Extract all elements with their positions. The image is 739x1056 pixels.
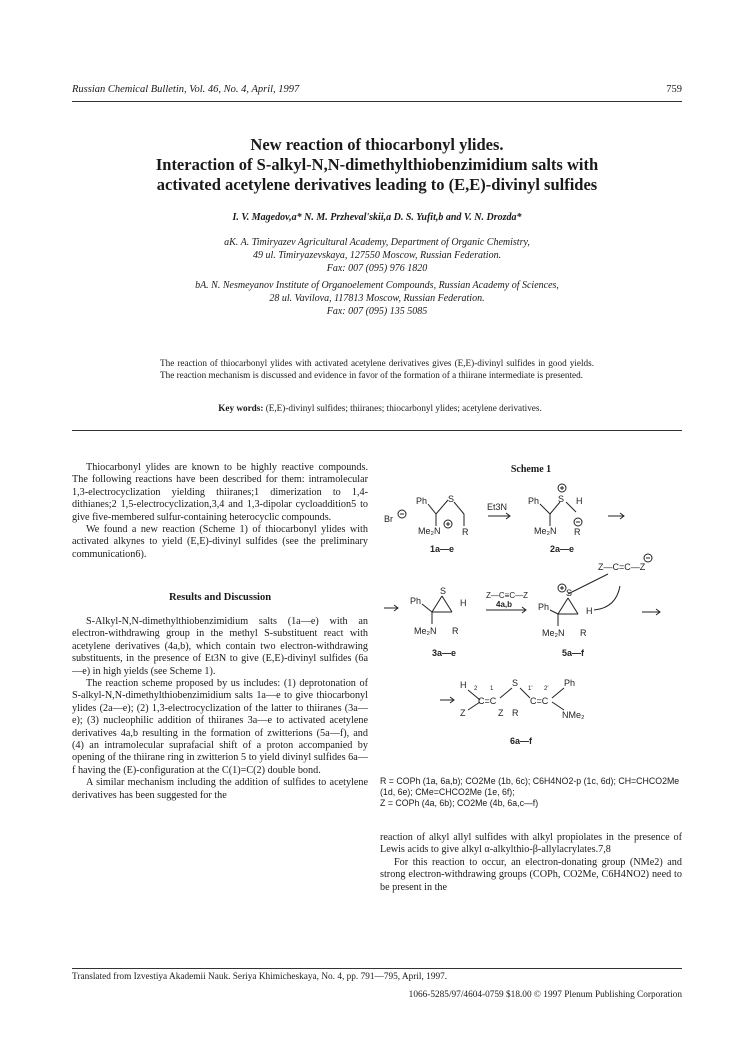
svg-text:H: H bbox=[586, 606, 593, 616]
header-rule bbox=[72, 101, 682, 102]
svg-text:R: R bbox=[580, 628, 587, 638]
svg-text:S: S bbox=[512, 678, 519, 688]
svg-text:Ph: Ph bbox=[416, 496, 428, 506]
svg-text:C=C: C=C bbox=[478, 696, 497, 706]
svg-text:Me₂N: Me₂N bbox=[414, 626, 437, 636]
copyright-line: 1066-5285/97/4604-0759 $18.00 © 1997 Plenum Publishing Corporation bbox=[408, 990, 682, 1000]
affiliation-a-line1: aK. A. Timiryazev Agricultural Academy, Department of Organic Chemistry, bbox=[224, 237, 530, 248]
scheme-title: Scheme 1 bbox=[510, 464, 552, 475]
svg-text:R: R bbox=[574, 527, 581, 537]
footer-rule bbox=[72, 968, 682, 969]
article-title bbox=[72, 135, 682, 195]
label-2: 2a—e bbox=[550, 544, 575, 554]
svg-text:H: H bbox=[460, 680, 467, 690]
svg-text:Z: Z bbox=[498, 708, 504, 718]
svg-text:2: 2 bbox=[474, 686, 478, 692]
paragraph-intro: Thiocarbonyl ylides are known to be highly reactive compounds. The following reactions have been described for them: intramolecular 1,3-electrocyclization yielding thiiranes;1 dimerization to 1,4-dithianes;2 1,5-electrocyclization,3,4 and 1,3-dipolar cycloaddition5 to give five-membered sulfur-containing heterocyclic compounds. bbox=[72, 462, 368, 523]
affiliation-b-line3: Fax: 007 (095) 135 5085 bbox=[326, 306, 428, 317]
title-line-1: New reaction of thiocarbonyl ylides. bbox=[250, 135, 504, 154]
compound-6-structure bbox=[440, 678, 585, 720]
section-heading: Results and Discussion bbox=[168, 592, 272, 603]
label-5: 5a—f bbox=[562, 648, 585, 658]
affiliation-b bbox=[72, 279, 682, 318]
svg-text:C=C: C=C bbox=[530, 696, 549, 706]
compound-3-structure bbox=[384, 586, 467, 636]
affiliation-b-line2: 28 ul. Vavilova, 117813 Moscow, Russian Federation. bbox=[269, 293, 485, 304]
reagent-alkyne-label: 4a,b bbox=[496, 600, 513, 609]
svg-text:S: S bbox=[448, 494, 455, 504]
title-line-3: activated acetylene derivatives leading to (E,E)-divinyl sulfides bbox=[156, 175, 598, 194]
keywords-text: (E,E)-divinyl sulfides; thiiranes; thiocarbonyl ylides; acetylene derivatives. bbox=[265, 403, 542, 413]
compound-5-structure bbox=[538, 554, 652, 638]
journal-citation: Russian Chemical Bulletin, Vol. 46, No. 4, April, 1997 bbox=[72, 84, 300, 95]
svg-text:Z—C=C—Z: Z—C=C—Z bbox=[598, 562, 646, 572]
affiliation-b-line1: bA. N. Nesmeyanov Institute of Organoelement Compounds, Russian Academy of Sciences, bbox=[195, 280, 559, 291]
svg-text:H: H bbox=[576, 496, 583, 506]
svg-text:2': 2' bbox=[544, 686, 549, 692]
label-6: 6a—f bbox=[510, 736, 533, 746]
svg-text:S: S bbox=[566, 588, 573, 598]
compound-1-structure bbox=[384, 494, 469, 537]
author-list: I. V. Magedov,a* N. M. Przheval'skii,a D. S. Yufit,b and V. N. Drozda* bbox=[232, 212, 522, 223]
label-3: 3a—e bbox=[432, 648, 457, 658]
legend-r: R = COPh (1a, 6a,b); CO2Me (1b, 6c); C6H4NO2-p (1c, 6d); CH=CHCO2Me (1d, 6e); CMe=CHCO2Me (1e, 6f); bbox=[380, 776, 680, 797]
keywords-label: Key words: bbox=[218, 403, 264, 413]
svg-text:H: H bbox=[460, 598, 467, 608]
legend-z: Z = COPh (4a, 6b); CO2Me (4b, 6a,c—f) bbox=[380, 798, 539, 808]
paragraph-new-reaction: We found a new reaction (Scheme 1) of thiocarbonyl ylides with activated alkynes to yield (E,E)-divinyl sulfides (see the preliminary communication6). bbox=[72, 524, 368, 560]
svg-text:Me₂N: Me₂N bbox=[534, 526, 557, 536]
paragraph-electron-groups: For this reaction to occur, an electron-donating group (NMe2) and strong electron-withdrawing groups (COPh, CO2Me, C6H4NO2) need to be present in the bbox=[380, 856, 682, 893]
svg-text:R: R bbox=[452, 626, 459, 636]
svg-text:Ph: Ph bbox=[564, 678, 576, 688]
svg-text:Ph: Ph bbox=[538, 602, 550, 612]
svg-text:1: 1 bbox=[490, 686, 494, 692]
right-column-text bbox=[380, 832, 682, 894]
paragraph-salts: S-Alkyl-N,N-dimethylthiobenzimidium salts (1a—e) with an electron-withdrawing group in the methyl S-substituent react with acetylene derivatives (4a,b), which contain two electron-withdrawing substituents, in the presence of Et3N to give (E,E)-divinyl sulfides (6a—e) in high yields (see Scheme 1). bbox=[72, 616, 368, 677]
compound-2-structure bbox=[528, 484, 583, 537]
keywords bbox=[120, 403, 640, 413]
left-column-intro bbox=[72, 462, 368, 561]
svg-text:R: R bbox=[462, 527, 469, 537]
left-column-results bbox=[72, 616, 368, 802]
running-header bbox=[72, 84, 682, 95]
scheme-legend bbox=[380, 776, 682, 809]
paragraph-scheme-steps: The reaction scheme proposed by us includes: (1) deprotonation of S-alkyl-N,N-dimethylthiobenzimidium salts 1a—e to give thiocarbonyl ylides (2a—e); (2) 1,3-electrocyclization of the latter to thiiranes (3a—e); (3) nucleophilic addition of thiiranes 3a—e to activated acetylene derivatives 4a,b resulting in the formation of zwitterions (5a—f), and (4) an intramolecular suprafacial shift of a proton accompanied by opening of the thiirane ring in zwitterion 5 to yield divinyl sulfides 6a—f having the (E)-configuration at the C(1)=C(2) double bond. bbox=[72, 678, 368, 776]
svg-text:Me₂N: Me₂N bbox=[418, 526, 441, 536]
svg-text:Ph: Ph bbox=[528, 496, 540, 506]
reagent-et3n: Et3N bbox=[487, 502, 508, 512]
affiliation-a-line2: 49 ul. Timiryazevskaya, 127550 Moscow, Russian Federation. bbox=[252, 250, 502, 261]
page-number: 759 bbox=[666, 84, 682, 95]
paragraph-allyl: reaction of alkyl allyl sulfides with alkyl propiolates in the presence of Lewis acids to give alkyl α-alkylthio-β-allylacrylates.7,8 bbox=[380, 832, 682, 856]
svg-text:Ph: Ph bbox=[410, 596, 422, 606]
title-line-2: Interaction of S-alkyl-N,N-dimethylthiobenzimidium salts with bbox=[155, 155, 599, 174]
affiliation-a bbox=[72, 236, 682, 275]
label-1: 1a—e bbox=[430, 544, 455, 554]
paragraph-similar: A similar mechanism including the addition of sulfides to acetylene derivatives has been suggested for the bbox=[72, 777, 368, 801]
abstract: The reaction of thiocarbonyl ylides with activated acetylene derivatives gives (E,E)-divinyl sulfides in good yields. The reaction mechanism is discussed and evidence in favor of the formation of a thiirane intermediate is presented. bbox=[160, 358, 594, 380]
svg-text:S: S bbox=[440, 586, 447, 596]
reagent-alkyne: Z—C≡C—Z bbox=[486, 591, 528, 600]
abstract-rule bbox=[72, 430, 682, 431]
svg-text:Z: Z bbox=[460, 708, 466, 718]
reaction-scheme bbox=[380, 478, 682, 774]
svg-text:R: R bbox=[512, 708, 519, 718]
affiliation-a-line3: Fax: 007 (095) 976 1820 bbox=[326, 263, 428, 274]
svg-text:Br: Br bbox=[384, 514, 393, 524]
svg-text:S: S bbox=[558, 494, 565, 504]
svg-text:NMe₂: NMe₂ bbox=[562, 710, 585, 720]
svg-text:1': 1' bbox=[528, 686, 533, 692]
translation-note: Translated from Izvestiya Akademii Nauk. Seriya Khimicheskaya, No. 4, pp. 791—795, April, 1997. bbox=[72, 972, 448, 982]
svg-text:Me₂N: Me₂N bbox=[542, 628, 565, 638]
